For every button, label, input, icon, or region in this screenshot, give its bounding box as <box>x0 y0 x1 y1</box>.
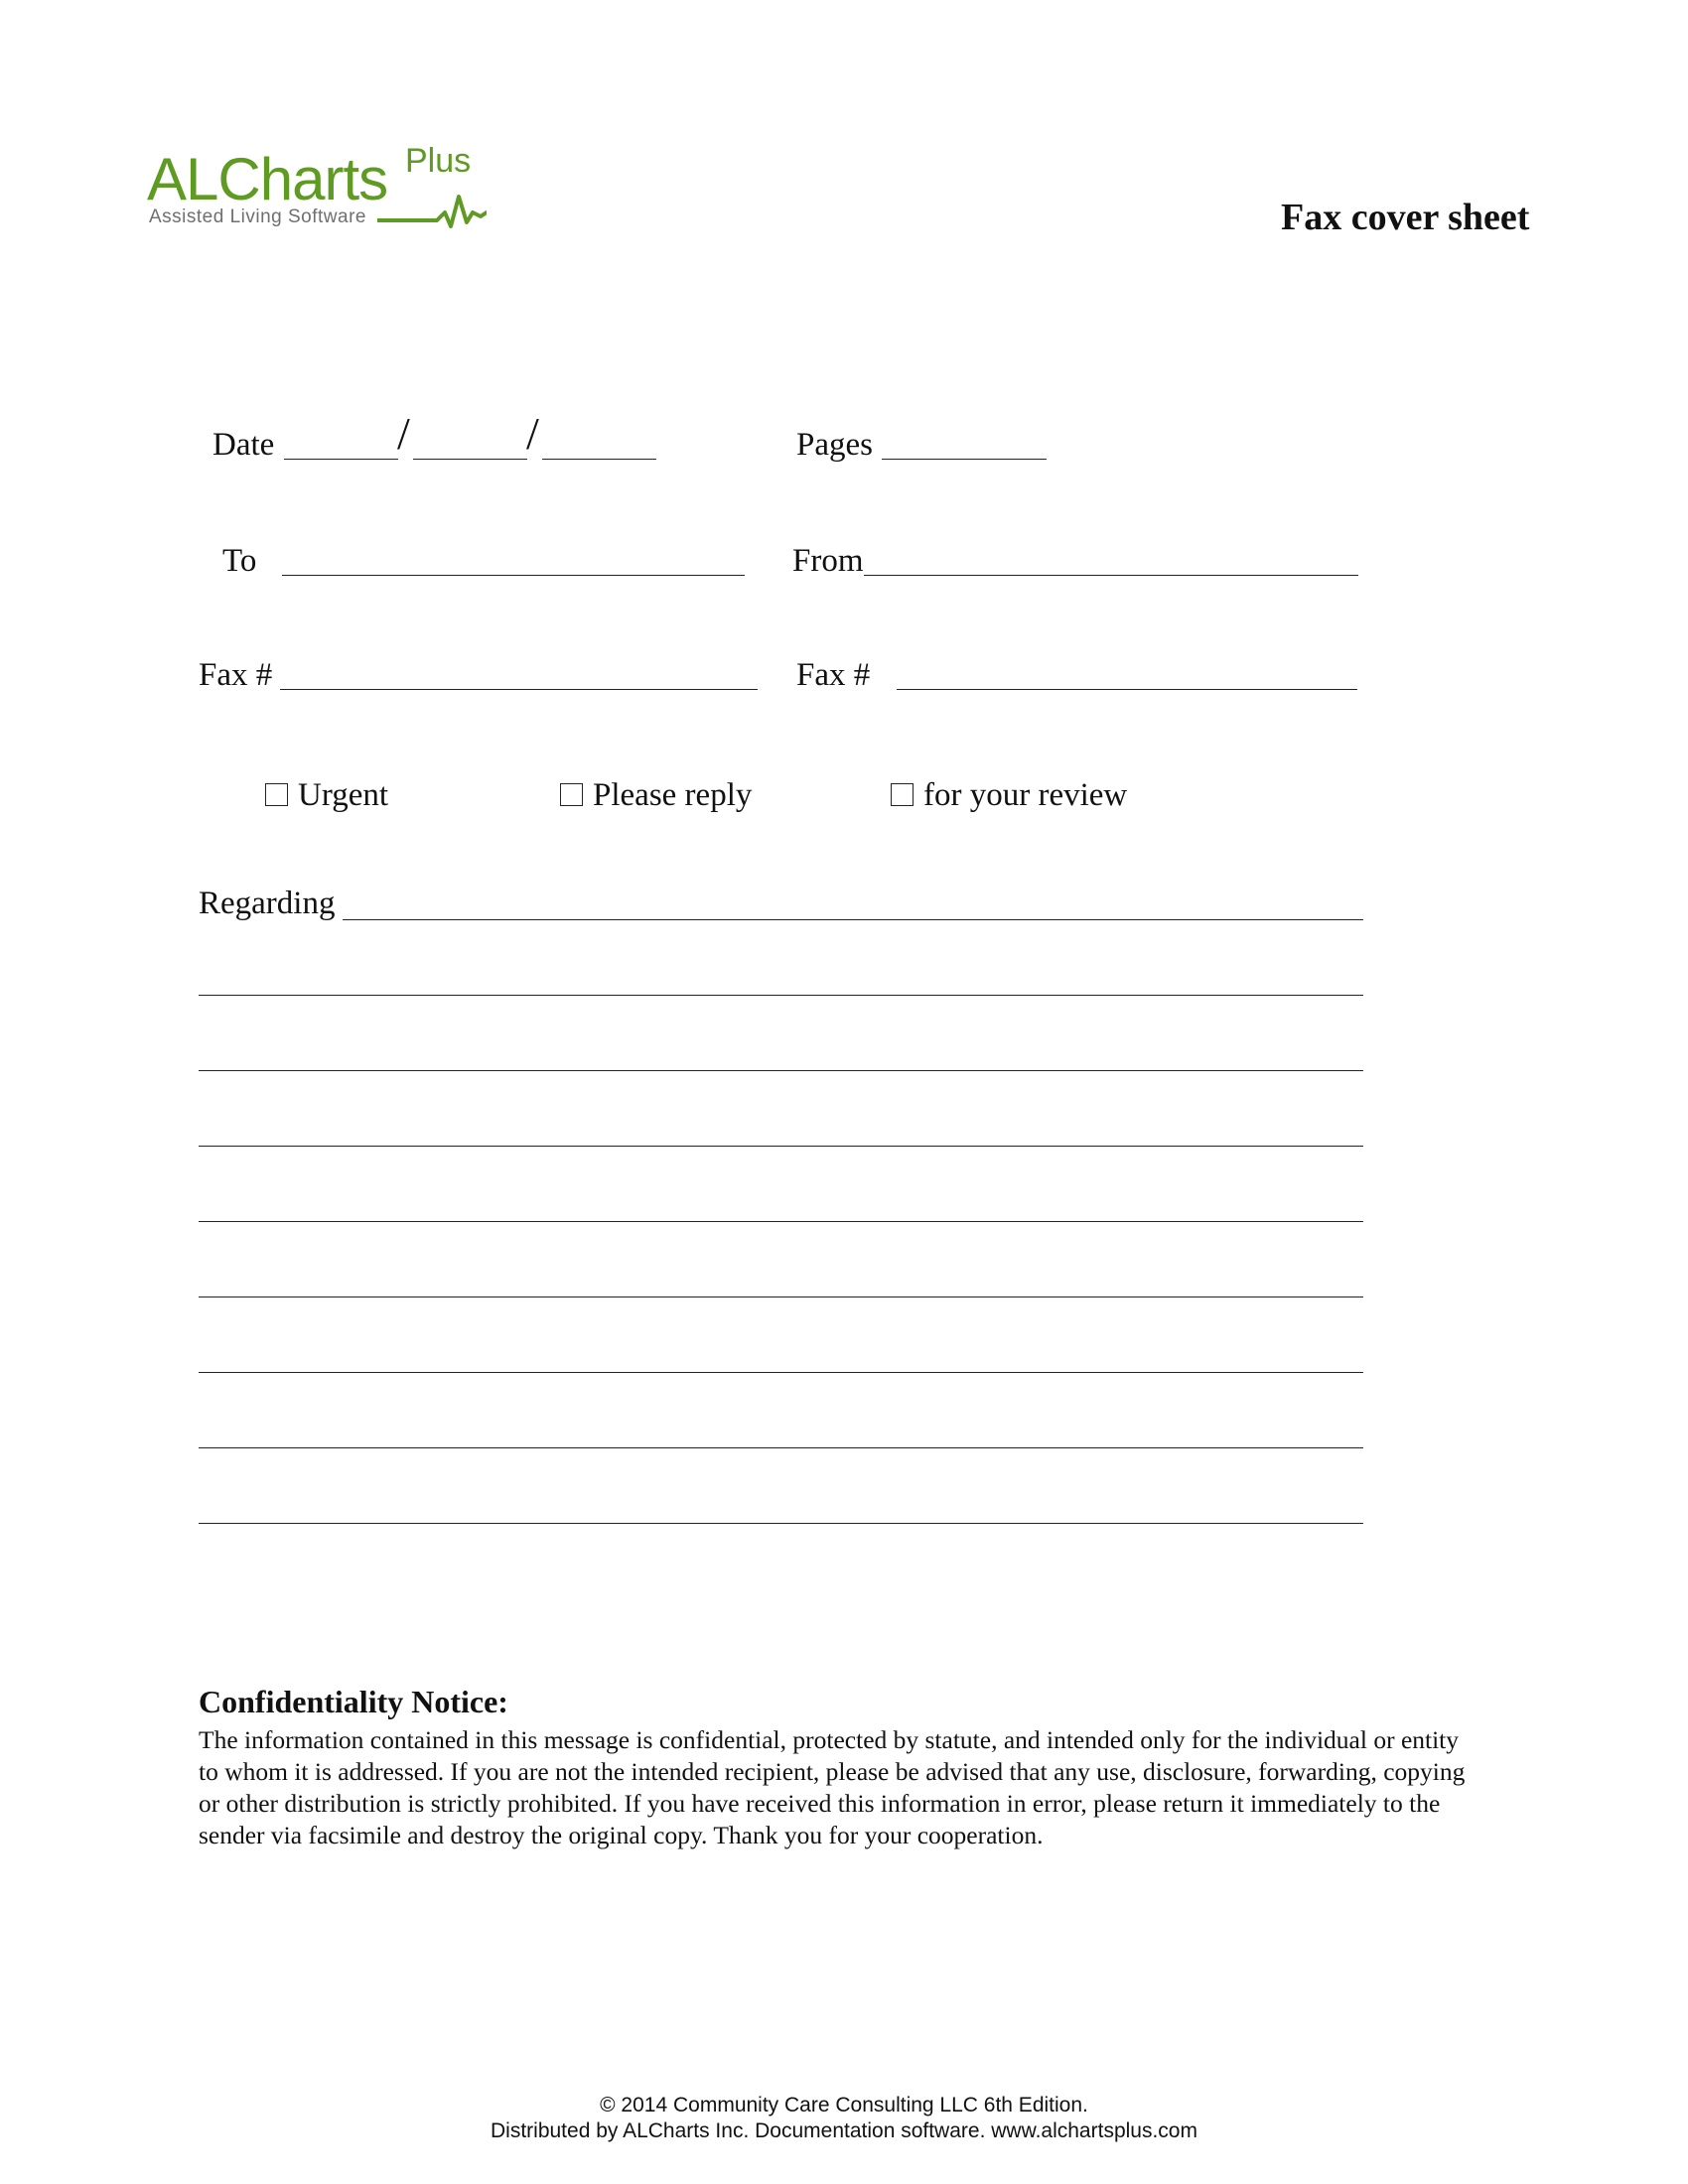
notice-line: to whom it is addressed. If you are not the intended recipient, please be advised that any use, disclosure, forwarding, copying <box>199 1757 1466 1786</box>
heartbeat-wave-icon <box>377 183 487 232</box>
logo-brand: ALCharts <box>147 146 388 212</box>
regarding-label: Regarding <box>199 886 336 921</box>
date-separator: / <box>397 408 410 459</box>
notice-line: The information contained in this message is confidential, protected by statute, and intended only for the individual or entity <box>199 1725 1460 1754</box>
date-year-field[interactable] <box>542 459 656 460</box>
checkbox-icon[interactable] <box>560 783 583 806</box>
regarding-line[interactable] <box>199 1221 1363 1222</box>
notice-line: sender via facsimile and destroy the original copy. Thank you for your cooperation. <box>199 1821 1044 1849</box>
date-label: Date <box>212 427 275 463</box>
to-label: To <box>222 543 257 579</box>
regarding-line[interactable] <box>199 995 1363 996</box>
to-field[interactable] <box>282 575 745 576</box>
notice-line: or other distribution is strictly prohibited. If you have received this information in error, please return it immediately to the <box>199 1789 1441 1818</box>
footer-distribution: Distributed by ALCharts Inc. Documentation software. www.alchartsplus.com <box>491 2119 1197 2142</box>
review-checkbox[interactable] <box>891 775 1127 815</box>
footer-copyright: © 2014 Community Care Consulting LLC 6th Edition. <box>600 2094 1088 2116</box>
regarding-field[interactable] <box>343 919 1363 920</box>
from-field[interactable] <box>864 575 1358 576</box>
date-month-field[interactable] <box>284 459 398 460</box>
regarding-line[interactable] <box>199 1146 1363 1147</box>
review-checkbox-label: for your review <box>923 777 1128 813</box>
regarding-line[interactable] <box>199 1372 1363 1373</box>
regarding-line[interactable] <box>199 1523 1363 1524</box>
logo <box>147 142 490 231</box>
fax-from-field[interactable] <box>897 689 1357 690</box>
regarding-line[interactable] <box>199 1447 1363 1448</box>
date-day-field[interactable] <box>413 459 527 460</box>
pages-label: Pages <box>796 427 873 463</box>
checkbox-icon[interactable] <box>891 783 914 806</box>
urgent-checkbox[interactable] <box>265 775 388 815</box>
please-reply-checkbox[interactable] <box>560 775 752 815</box>
logo-plus: Plus <box>405 142 472 180</box>
date-separator: / <box>526 408 539 459</box>
from-label: From <box>792 543 864 579</box>
fax-to-label: Fax # <box>199 657 273 693</box>
checkbox-icon[interactable] <box>265 783 288 806</box>
fax-from-label: Fax # <box>796 657 871 693</box>
fax-to-field[interactable] <box>280 689 758 690</box>
notice-body <box>199 1724 1589 1851</box>
logo-tagline: Assisted Living Software <box>149 206 366 227</box>
regarding-line[interactable] <box>199 1070 1363 1071</box>
urgent-checkbox-label: Urgent <box>298 777 389 813</box>
please-reply-checkbox-label: Please reply <box>593 777 753 813</box>
notice-heading: Confidentiality Notice: <box>199 1684 508 1719</box>
page-title: Fax cover sheet <box>1281 197 1530 238</box>
pages-field[interactable] <box>882 459 1047 460</box>
